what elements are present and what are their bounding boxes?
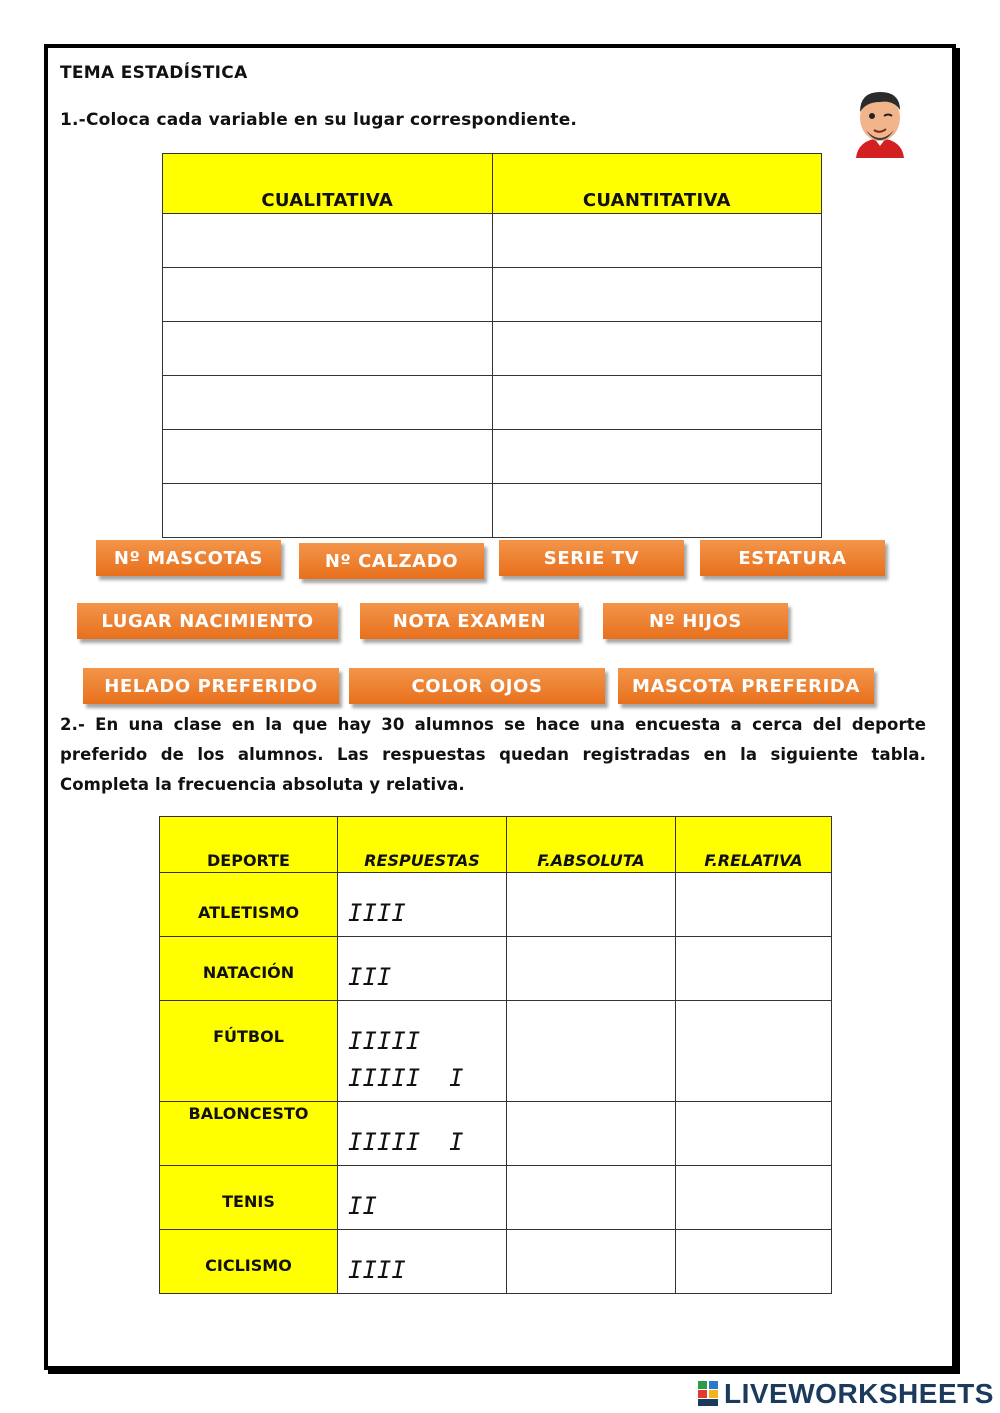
f-relativa-input[interactable] (676, 1230, 832, 1294)
drag-tag-color-ojos[interactable]: COLOR OJOS (349, 668, 605, 704)
drag-tag-serie-tv[interactable]: SERIE TV (499, 540, 684, 576)
drag-tag-calzado[interactable]: Nº CALZADO (299, 543, 484, 579)
drag-tag-lugar-nacimiento[interactable]: LUGAR NACIMIENTO (77, 603, 338, 639)
f-absoluta-input[interactable] (507, 1230, 676, 1294)
f-absoluta-input[interactable] (507, 1102, 676, 1166)
sport-name: NATACIÓN (160, 937, 338, 1001)
drop-cell-cualitativa[interactable] (163, 484, 493, 538)
tally-cell: II (338, 1166, 507, 1230)
drag-tag-mascota-preferida[interactable]: MASCOTA PREFERIDA (618, 668, 874, 704)
drop-cell-cualitativa[interactable] (163, 322, 493, 376)
question-1-text: 1.-Coloca cada variable en su lugar correspondiente. (60, 110, 578, 130)
drag-tag-hijos[interactable]: Nº HIJOS (603, 603, 788, 639)
drop-cell-cuantitativa[interactable] (492, 322, 822, 376)
sport-name: BALONCESTO (160, 1102, 338, 1166)
drop-cell-cualitativa[interactable] (163, 214, 493, 268)
header-f-relativa: F.RELATIVA (676, 817, 832, 873)
tally-cell: IIIII IIIII I (338, 1001, 507, 1102)
drop-cell-cualitativa[interactable] (163, 268, 493, 322)
header-cualitativa: CUALITATIVA (163, 154, 493, 214)
f-absoluta-input[interactable] (507, 873, 676, 937)
header-f-absoluta: F.ABSOLUTA (507, 817, 676, 873)
drag-tag-estatura[interactable]: ESTATURA (700, 540, 885, 576)
drop-cell-cuantitativa[interactable] (492, 376, 822, 430)
sport-name: CICLISMO (160, 1230, 338, 1294)
tally-cell: III (338, 937, 507, 1001)
liveworksheets-brand: LIVEWORKSHEETS (724, 1378, 994, 1409)
liveworksheets-logo-icon (698, 1381, 720, 1407)
f-relativa-input[interactable] (676, 873, 832, 937)
f-absoluta-input[interactable] (507, 1166, 676, 1230)
variables-table (162, 153, 822, 538)
header-cuantitativa: CUANTITATIVA (492, 154, 822, 214)
tally-cell: IIIII I (338, 1102, 507, 1166)
drag-tag-helado-preferido[interactable]: HELADO PREFERIDO (83, 668, 339, 704)
f-relativa-input[interactable] (676, 1102, 832, 1166)
worksheet-title: TEMA ESTADÍSTICA (60, 63, 248, 83)
teacher-avatar-icon (848, 84, 912, 158)
f-relativa-input[interactable] (676, 937, 832, 1001)
drop-cell-cuantitativa[interactable] (492, 214, 822, 268)
sport-name: TENIS (160, 1166, 338, 1230)
drop-cell-cuantitativa[interactable] (492, 484, 822, 538)
drop-cell-cualitativa[interactable] (163, 430, 493, 484)
drag-tag-mascotas[interactable]: Nº MASCOTAS (96, 540, 281, 576)
header-respuestas: RESPUESTAS (338, 817, 507, 873)
drop-cell-cualitativa[interactable] (163, 376, 493, 430)
f-relativa-input[interactable] (676, 1166, 832, 1230)
tally-cell: IIII (338, 873, 507, 937)
sport-name: ATLETISMO (160, 873, 338, 937)
header-deporte: DEPORTE (160, 817, 338, 873)
drop-cell-cuantitativa[interactable] (492, 268, 822, 322)
tally-cell: IIII (338, 1230, 507, 1294)
f-absoluta-input[interactable] (507, 1001, 676, 1102)
f-absoluta-input[interactable] (507, 937, 676, 1001)
drop-cell-cuantitativa[interactable] (492, 430, 822, 484)
question-2-text: 2.- En una clase en la que hay 30 alumnos se hace una encuesta a cerca del deporte preferido de los alumnos. Las respuestas quedan registradas en la siguiente tabla. Completa la frecuencia absoluta y relativa. (60, 715, 926, 794)
sport-name: FÚTBOL (160, 1001, 338, 1102)
f-relativa-input[interactable] (676, 1001, 832, 1102)
drag-tag-nota-examen[interactable]: NOTA EXAMEN (360, 603, 579, 639)
sports-table (159, 816, 832, 1294)
